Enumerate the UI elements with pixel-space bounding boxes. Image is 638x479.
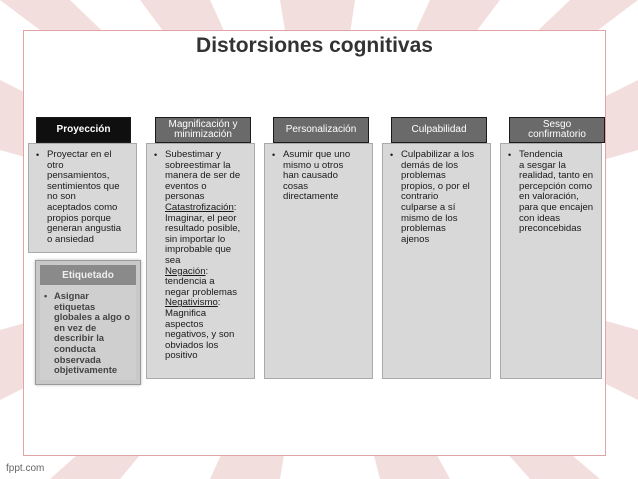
column-line: culparse a sí [401, 201, 456, 213]
column-line: pensamientos, [47, 170, 110, 182]
column-header-proyeccion [36, 117, 131, 143]
column-line: propios porque [47, 212, 112, 224]
column-line: resultado posible, [165, 223, 241, 235]
column-line: con ideas [519, 212, 561, 224]
column-line: Asumir que uno [283, 149, 351, 160]
column-line: negativos, y son [165, 329, 235, 341]
column-line: preconcebidas [519, 223, 582, 235]
etiquetado-line: en vez de [54, 321, 97, 333]
column-header-personalizacion [273, 117, 369, 143]
column-line: Tendencia [519, 149, 563, 160]
column-line: cosas [283, 180, 309, 192]
etiquetado-line: conducta [54, 342, 96, 354]
column-line: demás de los [401, 159, 459, 171]
footer-watermark: fppt.com [6, 463, 45, 474]
bullet-icon: • [36, 150, 40, 160]
column-body-sesgo [500, 143, 602, 379]
etiquetado-line: objetivamente [54, 364, 118, 376]
column-line: mismo de los [401, 212, 458, 224]
column-body-culpabilidad [382, 143, 491, 379]
column-line: han causado [283, 170, 338, 182]
column-line: improbable que [165, 244, 232, 256]
column-body-magnificacion [146, 143, 255, 379]
column-line: realidad, tanto en [519, 170, 594, 182]
column-line: Culpabilizar a los [401, 149, 475, 160]
column-header-culpabilidad [391, 117, 487, 143]
column-line: Imaginar, el peor [165, 212, 237, 224]
column-line: o ansiedad [47, 233, 94, 245]
column-header-label: Personalización [285, 124, 357, 135]
column-line: Subestimar y [165, 149, 221, 160]
term-catastrofizacion: Catastrofización: [165, 201, 237, 213]
column-line: no son [47, 191, 76, 203]
column-header-label: Sesgo [542, 119, 572, 130]
column-header-label: Culpabilidad [411, 124, 467, 135]
column-line: propios, o por el [401, 180, 470, 192]
bullet-icon: • [272, 150, 276, 160]
column-header-label: minimización [174, 129, 232, 140]
etiquetado-body [40, 285, 136, 380]
column-line: percepción como [519, 180, 593, 192]
column-line: negar problemas [165, 286, 237, 298]
column-line: generan angustia [47, 223, 122, 235]
bullet-icon: • [390, 150, 394, 160]
bullet-icon: • [44, 291, 48, 301]
column-body-proyeccion [28, 143, 137, 253]
column-line: directamente [283, 191, 339, 203]
etiquetado-line: Asignar etiquetas [54, 290, 96, 312]
column-header-magnificacion [155, 117, 251, 143]
etiquetado-box [35, 260, 141, 385]
column-line: Magnifica [165, 307, 207, 319]
column-line: ajenos [401, 233, 430, 245]
column-line: eventos o [165, 180, 207, 192]
column-line: problemas [401, 170, 446, 182]
etiquetado-line: observada [54, 353, 101, 365]
column-line: aspectos [165, 318, 204, 330]
column-header-label: Proyección [56, 124, 111, 135]
etiquetado-line: globales a algo o [54, 311, 131, 323]
column-line: sentimientos que [47, 180, 120, 192]
term-negacion: Negación: [165, 265, 209, 277]
column-header-label: confirmatorio [528, 129, 586, 140]
etiquetado-line: describir la [54, 332, 105, 344]
column-body-personalizacion [264, 143, 373, 379]
column-header-sesgo [509, 117, 605, 143]
slide-title: Distorsiones cognitivas [196, 34, 433, 57]
column-line: aceptados como [47, 201, 118, 213]
column-line: otro [47, 159, 64, 171]
bullet-icon: • [508, 150, 512, 160]
column-line: en valoración, [519, 191, 579, 203]
column-line: mismo u otros [283, 159, 344, 171]
column-line: problemas [401, 223, 446, 235]
column-line: contrario [401, 191, 439, 203]
column-line: para que encajen [519, 201, 594, 213]
term-negativismo: Negativismo: [165, 297, 221, 309]
bullet-icon: • [154, 150, 158, 160]
column-line: obviados los [165, 339, 219, 351]
column-line: personas [165, 191, 205, 203]
column-line: tendencia a [165, 276, 215, 288]
column-line: sea [165, 254, 181, 266]
column-line: manera de ser de [165, 170, 241, 182]
column-line: sobreestimar la [165, 159, 231, 171]
column-line: sin importar lo [165, 233, 226, 245]
column-line: a sesgar la [519, 159, 566, 171]
etiquetado-header: Etiquetado [40, 265, 136, 285]
column-line: positivo [165, 350, 198, 362]
column-line: Proyectar en el [47, 149, 112, 160]
column-header-label: Magnificación y [168, 119, 238, 130]
